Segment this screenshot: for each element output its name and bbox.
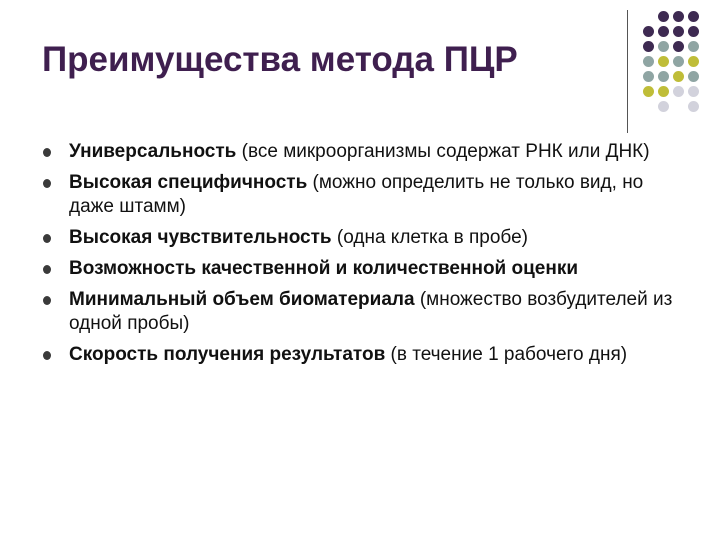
decorative-dot-grid — [641, 9, 701, 114]
decorative-dot — [643, 86, 654, 97]
bullet-heading: Скорость получения результатов — [69, 344, 386, 365]
divider-line — [627, 10, 628, 133]
bullet-item — [42, 343, 692, 367]
bullet-item — [42, 140, 692, 164]
decorative-dot — [658, 71, 669, 82]
bullet-heading: Высокая чувствительность — [69, 227, 332, 248]
decorative-dot — [673, 101, 684, 112]
decorative-dot — [658, 86, 669, 97]
bullet-text: (в течение 1 рабочего дня) — [385, 344, 628, 365]
bullet-item — [42, 257, 692, 281]
bullet-heading: Универсальность — [69, 141, 237, 162]
bullet-heading: Высокая специфичность — [69, 172, 308, 193]
bullet-list — [42, 140, 692, 374]
decorative-dot — [673, 71, 684, 82]
decorative-dot — [658, 11, 669, 22]
slide-title: Преимущества метода ПЦР — [42, 40, 518, 79]
bullet-text: (все микроорганизмы содержат РНК или ДНК) — [236, 141, 650, 162]
bullet-item — [42, 226, 692, 250]
decorative-dot — [688, 26, 699, 37]
decorative-dot — [658, 101, 669, 112]
decorative-dot — [658, 41, 669, 52]
decorative-dot — [688, 11, 699, 22]
decorative-dot — [673, 26, 684, 37]
bullet-item — [42, 288, 692, 336]
decorative-dot — [643, 71, 654, 82]
decorative-dot — [688, 86, 699, 97]
bullet-icon — [43, 265, 51, 274]
bullet-text: (одна клетка в пробе) — [331, 227, 528, 248]
bullet-item — [42, 171, 692, 219]
decorative-dot — [673, 41, 684, 52]
decorative-dot — [658, 56, 669, 67]
decorative-dot — [688, 71, 699, 82]
decorative-dot — [643, 41, 654, 52]
decorative-dot — [643, 56, 654, 67]
decorative-dot — [673, 86, 684, 97]
bullet-heading: Возможность качественной и количественной оценки — [69, 258, 579, 279]
bullet-icon — [43, 148, 51, 157]
decorative-dot — [643, 101, 654, 112]
decorative-dot — [673, 56, 684, 67]
decorative-dot — [658, 26, 669, 37]
bullet-icon — [43, 351, 51, 360]
decorative-dot — [643, 11, 654, 22]
decorative-dot — [643, 26, 654, 37]
decorative-dot — [688, 56, 699, 67]
bullet-text: (можно определить не только вид, но даже штамм) — [69, 172, 644, 217]
bullet-text: (множество возбудителей из одной пробы) — [69, 289, 673, 334]
bullet-icon — [43, 234, 51, 243]
decorative-dot — [688, 101, 699, 112]
decorative-dot — [673, 11, 684, 22]
bullet-icon — [43, 179, 51, 188]
bullet-heading: Минимальный объем биоматериала — [69, 289, 415, 310]
bullet-icon — [43, 296, 51, 305]
decorative-dot — [688, 41, 699, 52]
